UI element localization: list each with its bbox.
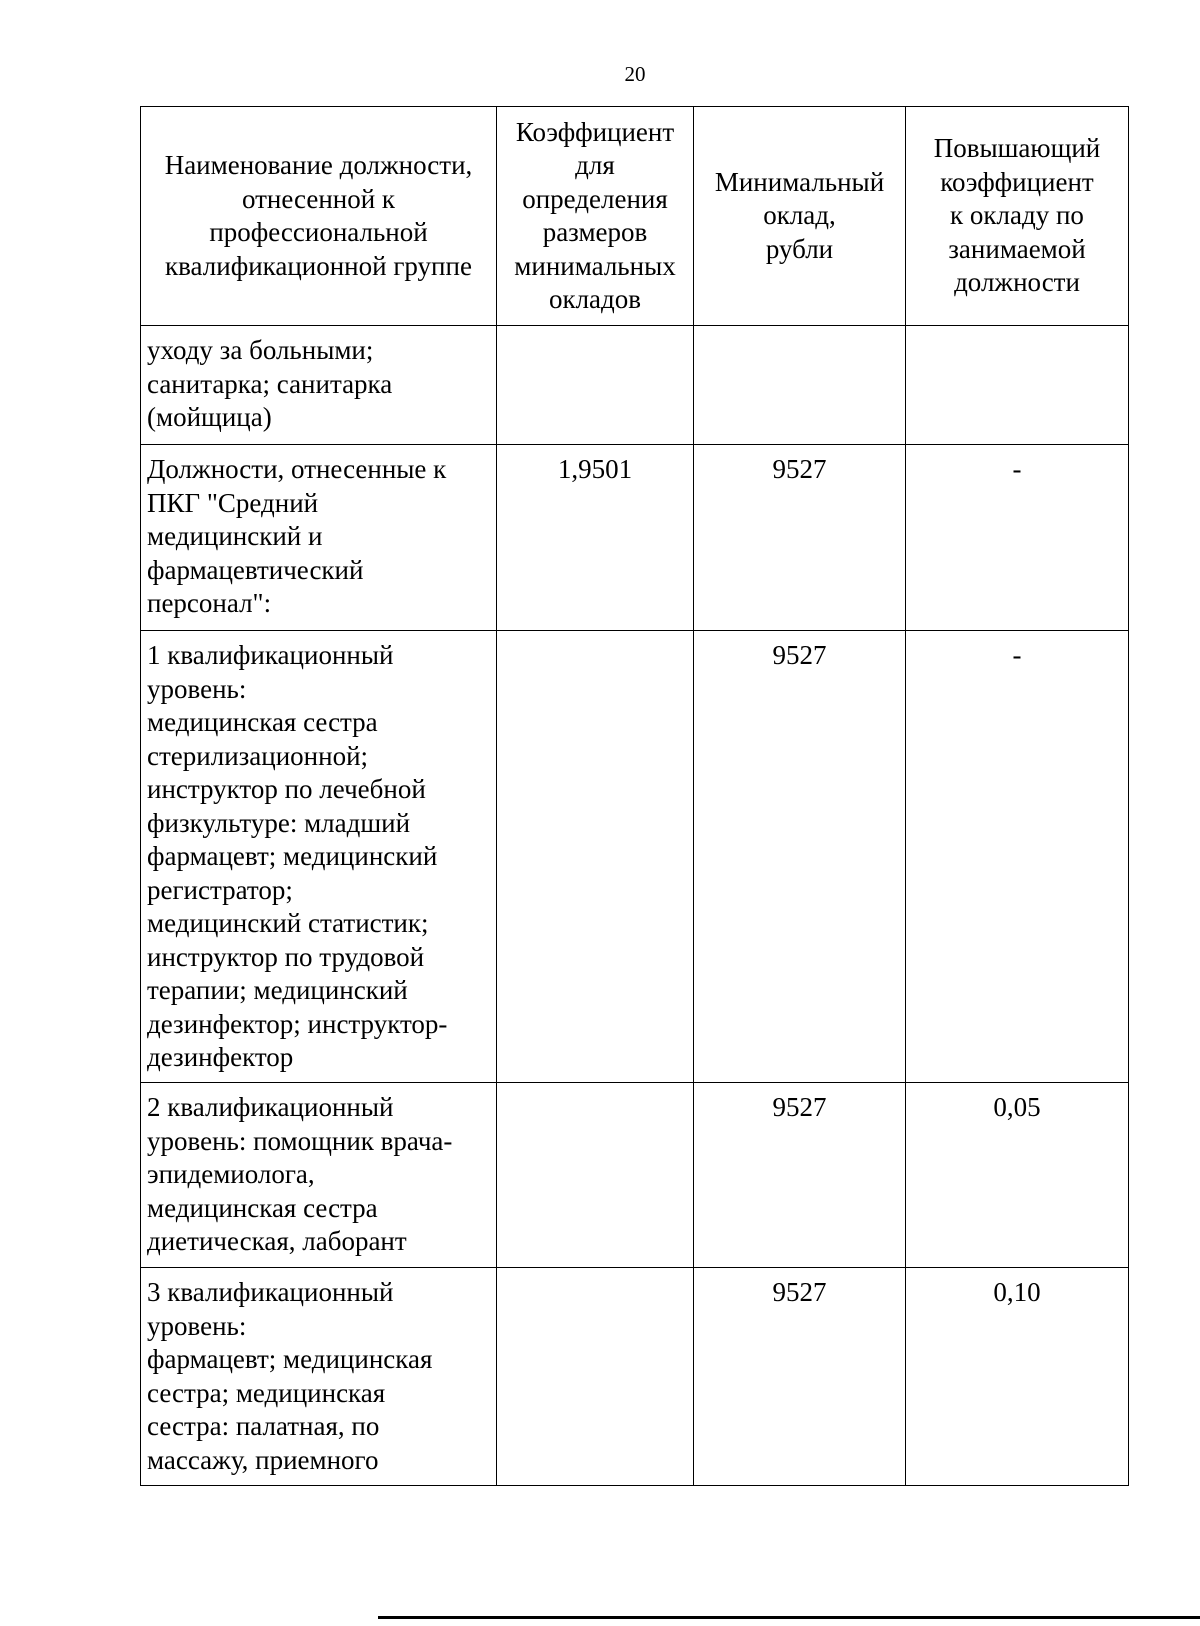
- row-raise-coefficient: -: [906, 445, 1129, 631]
- row-minimal-salary: 9527: [694, 631, 906, 1083]
- row-raise-coefficient: 0,10: [906, 1268, 1129, 1486]
- row-position-name: Должности, отнесенные к ПКГ "Средний медицинский и фармацевтический персонал":: [141, 445, 497, 631]
- row-position-name: 3 квалификационный уровень: фармацевт; медицинская сестра; медицинская сестра: палатная, по массажу, приемного: [141, 1268, 497, 1486]
- row-raise-coefficient: 0,05: [906, 1083, 1129, 1268]
- page-number: 20: [624, 62, 646, 86]
- table-row: [141, 631, 1129, 1083]
- scan-edge-line: [378, 1616, 1200, 1619]
- row-raise-coefficient: -: [906, 631, 1129, 1083]
- table-row: [141, 1268, 1129, 1486]
- row-coefficient: [497, 631, 694, 1083]
- row-minimal-salary: 9527: [694, 1083, 906, 1268]
- row-coefficient: [497, 1268, 694, 1486]
- row-coefficient: [497, 326, 694, 445]
- header-coefficient: Коэффициент для определения размеров минимальных окладов: [497, 107, 694, 326]
- salary-table: [140, 106, 1129, 1486]
- row-coefficient: [497, 1083, 694, 1268]
- table-header-row: [141, 107, 1129, 326]
- row-minimal-salary: 9527: [694, 445, 906, 631]
- row-minimal-salary: 9527: [694, 1268, 906, 1486]
- table-row: [141, 326, 1129, 445]
- table-row: [141, 445, 1129, 631]
- row-position-name: уходу за больными; санитарка; санитарка (мойщица): [141, 326, 497, 445]
- header-minimal-salary: Минимальный оклад, рубли: [694, 107, 906, 326]
- table-row: [141, 1083, 1129, 1268]
- row-coefficient: 1,9501: [497, 445, 694, 631]
- row-minimal-salary: [694, 326, 906, 445]
- row-raise-coefficient: [906, 326, 1129, 445]
- row-position-name: 1 квалификационный уровень: медицинская сестра стерилизационной; инструктор по лечебной физкультуре: младший фармацевт; медицинский регистратор; медицинский статистик; инструктор по трудовой терапии; медицинский дезинфектор; инструктор- дезинфектор: [141, 631, 497, 1083]
- header-position-name: Наименование должности, отнесенной к профессиональной квалификационной группе: [141, 107, 497, 326]
- header-raise-coefficient: Повышающий коэффициент к окладу по занимаемой должности: [906, 107, 1129, 326]
- row-position-name: 2 квалификационный уровень: помощник врача- эпидемиолога, медицинская сестра диетическая, лаборант: [141, 1083, 497, 1268]
